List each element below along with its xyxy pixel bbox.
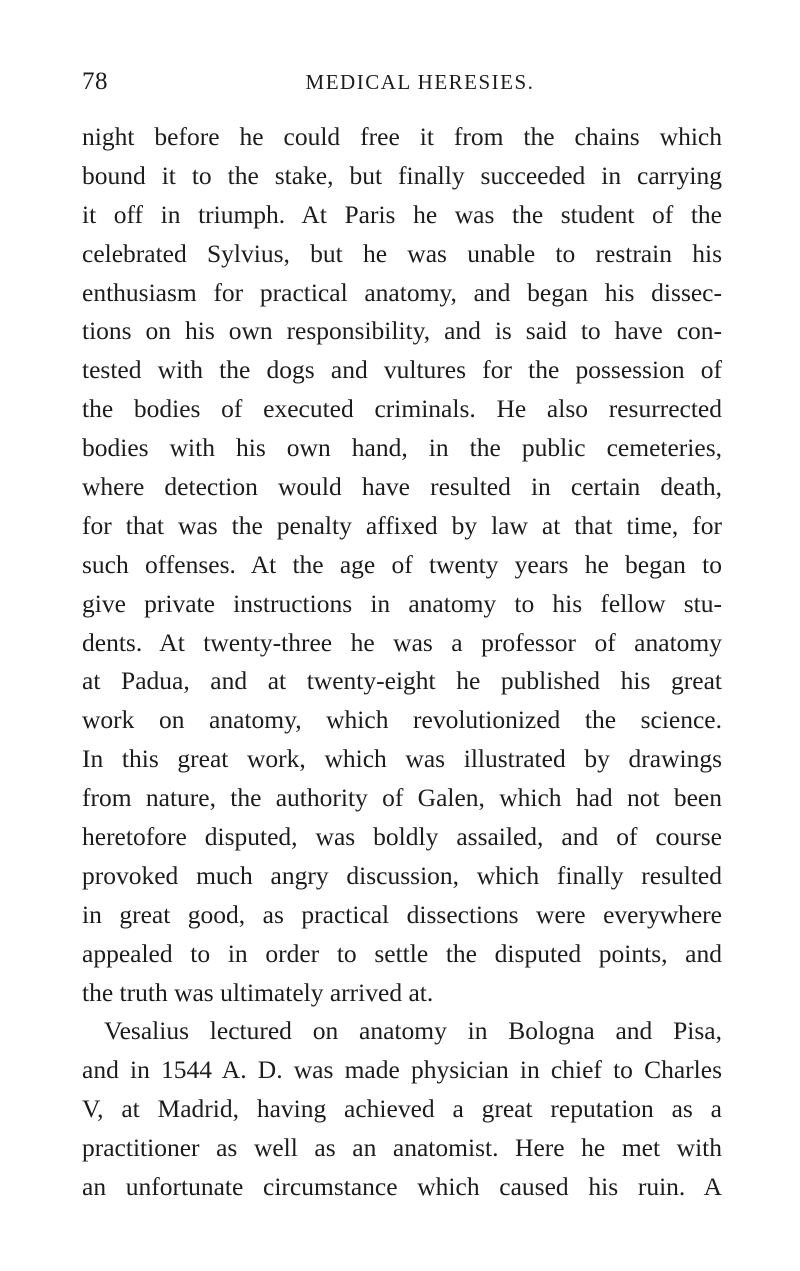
text-line: where detection would have resulted in certain death, xyxy=(82,472,722,502)
page-number: 78 xyxy=(82,68,108,95)
text-line: it off in triumph. At Paris he was the student of the xyxy=(82,199,722,229)
text-line: from nature, the authority of Galen, which had not been xyxy=(82,783,722,813)
text-line: appealed to in order to settle the disputed points, and xyxy=(82,938,722,968)
text-line: give private instructions in anatomy to his fellow stu- xyxy=(82,588,722,618)
text-line: bound it to the stake, but finally succeeded in carrying xyxy=(82,160,722,190)
paragraph-end-line: the truth was ultimately arrived at. xyxy=(82,977,434,1007)
running-head xyxy=(82,68,722,104)
text-line: and in 1544 A. D. was made physician in chief to Charles xyxy=(82,1055,722,1085)
running-title: MEDICAL HERESIES. xyxy=(305,70,535,94)
text-line: the bodies of executed criminals. He also resurrected xyxy=(82,394,722,424)
text-line: heretofore disputed, was boldly assailed, and of course xyxy=(82,822,722,852)
text-line: bodies with his own hand, in the public cemeteries, xyxy=(82,433,722,463)
text-line: provoked much angry discussion, which finally resulted xyxy=(82,860,722,890)
text-line: such offenses. At the age of twenty years he began to xyxy=(82,549,722,579)
text-line: enthusiasm for practical anatomy, and began his dissec- xyxy=(82,277,722,307)
text-line: tested with the dogs and vultures for the possession of xyxy=(82,355,722,385)
text-line: work on anatomy, which revolutionized the science. xyxy=(82,705,722,735)
text-line: in great good, as practical dissections were everywhere xyxy=(82,899,722,929)
text-line: practitioner as well as an anatomist. Here he met with xyxy=(82,1133,722,1163)
text-line: night before he could free it from the chains which xyxy=(82,122,722,151)
text-line: tions on his own responsibility, and is said to have con- xyxy=(82,316,722,346)
text-line: at Padua, and at twenty-eight he published his great xyxy=(82,666,722,696)
text-line: an unfortunate circumstance which caused his ruin. A xyxy=(82,1172,722,1202)
text-line: dents. At twenty-three he was a professor of anatomy xyxy=(82,627,722,657)
text-line: for that was the penalty affixed by law at that time, for xyxy=(82,510,722,540)
text-line: celebrated Sylvius, but he was unable to restrain his xyxy=(82,238,722,268)
body-text xyxy=(82,118,722,1207)
paragraph-start-line: Vesalius lectured on anatomy in Bologna and Pisa, xyxy=(104,1016,722,1046)
text-line: V, at Madrid, having achieved a great reputation as a xyxy=(82,1094,722,1124)
text-line: In this great work, which was illustrated by drawings xyxy=(82,744,722,774)
